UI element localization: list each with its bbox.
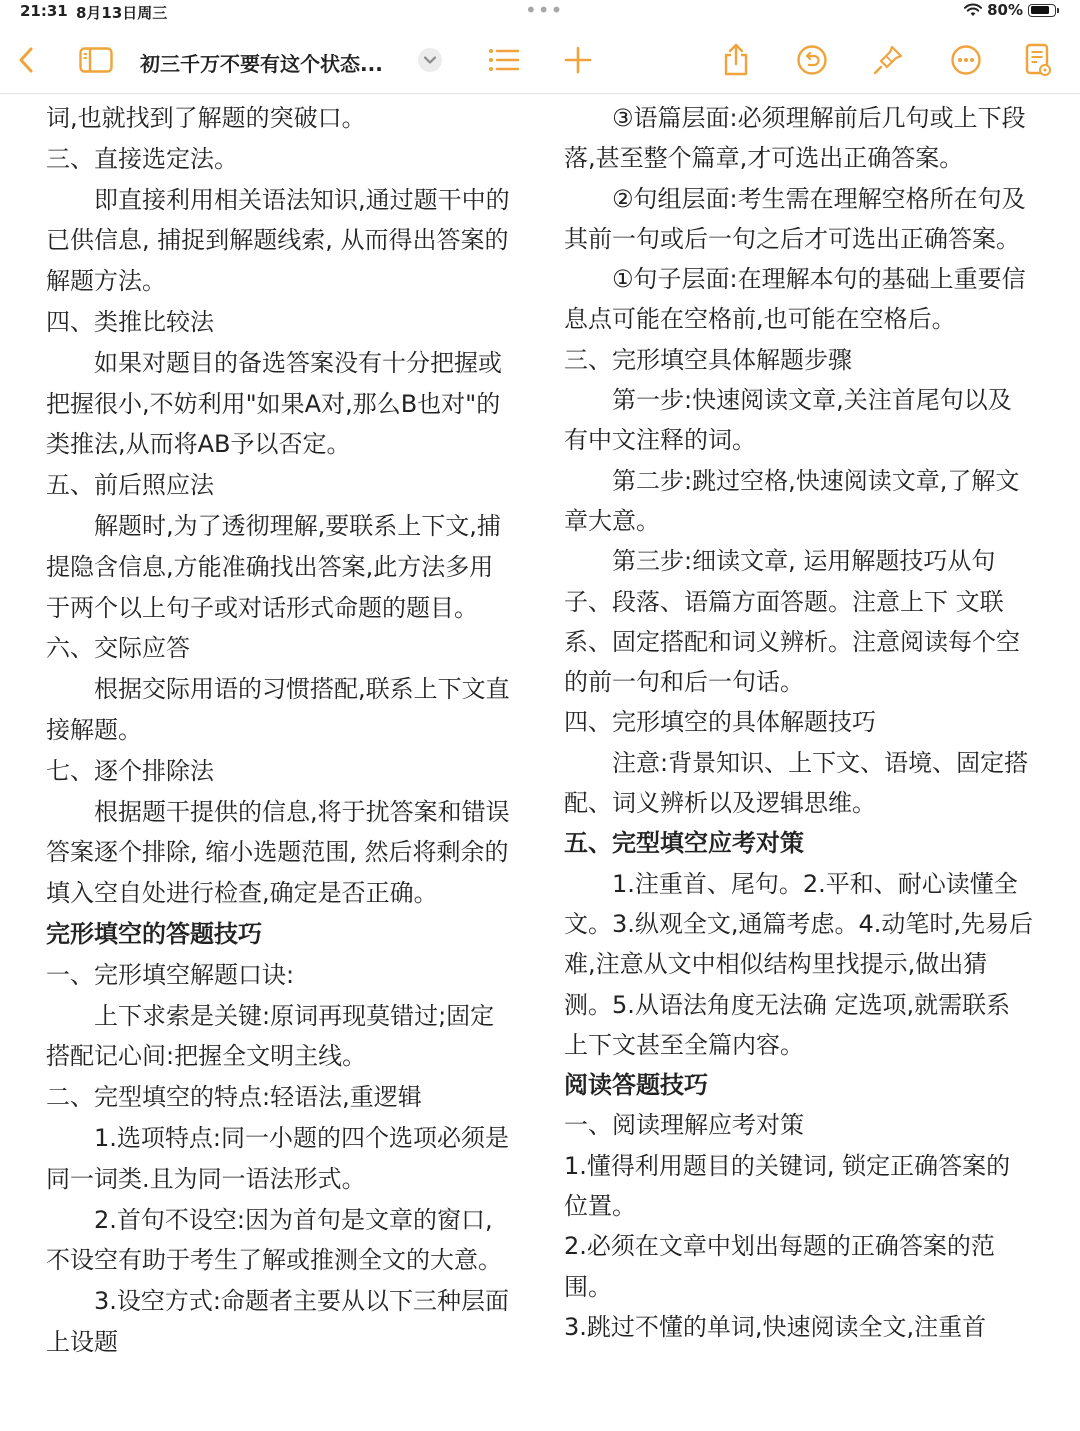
add-button[interactable] xyxy=(560,42,596,78)
doc-paragraph: 即直接利用相关语法知识,通过题干中的已供信息, 捕捉到解题线索, 从而得出答案的解题方法。 xyxy=(46,185,510,296)
list-button[interactable] xyxy=(486,42,522,78)
status-time: 21:31 xyxy=(20,2,68,20)
doc-heading: 一、阅读理解应考对策 xyxy=(564,1111,804,1140)
doc-heading: 七、逐个排除法 xyxy=(46,756,214,785)
doc-paragraph: 3.跳过不懂的单词,快速阅读全文,注重首 xyxy=(564,1312,987,1341)
document-title[interactable]: 初三千万不要有这个状态... xyxy=(140,52,383,76)
toolbar-divider xyxy=(0,93,1080,94)
doc-section-title: 五、完型填空应考对策 xyxy=(564,829,804,858)
doc-paragraph: 第二步:跳过空格,快速阅读文章,了解文章大意。 xyxy=(564,466,1020,535)
undo-icon xyxy=(796,44,828,76)
notes-icon xyxy=(1024,43,1052,77)
share-icon xyxy=(722,43,750,77)
back-button[interactable] xyxy=(8,42,44,78)
toolbar xyxy=(0,34,1080,88)
multitasking-dots[interactable]: ••• xyxy=(525,0,564,22)
battery-icon xyxy=(1028,4,1056,17)
doc-paragraph: ②句组层面:考生需在理解空格所在句及其前一句或后一句之后才可选出正确答案。 xyxy=(564,184,1026,253)
status-bar xyxy=(0,0,1080,26)
status-right xyxy=(964,1,1056,19)
doc-paragraph: 注意:背景知识、上下文、语境、固定搭配、词义辨析以及逻辑思维。 xyxy=(564,748,1029,818)
doc-paragraph: 2.首句不设空:因为首句是文章的窗口,不设空有助于考生了解或推测全文的大意。 xyxy=(46,1205,502,1275)
back-icon xyxy=(16,46,36,74)
doc-paragraph: 上下求索是关键:原词再现莫错过;固定搭配记心间:把握全文明主线。 xyxy=(46,1001,495,1071)
share-button[interactable] xyxy=(718,42,754,78)
status-date: 8月13日周三 xyxy=(76,4,168,22)
doc-paragraph: 1.懂得利用题目的关键词, 锁定正确答案的位置。 xyxy=(564,1151,1011,1221)
doc-paragraph: 解题时,为了透彻理解,要联系上下文,捕提隐含信息,方能准确找出答案,此方法多用于两个以上句子或对话形式命题的题目。 xyxy=(46,511,501,622)
more-button[interactable] xyxy=(948,42,984,78)
document-column-left xyxy=(46,98,516,1363)
doc-paragraph: 第三步:细读文章, 运用解题技巧从句子、段落、语篇方面答题。注意上下 文联系、固定搭配和词义辨析。注意阅读每个空的前一句和后一句话。 xyxy=(564,547,1020,697)
notes-button[interactable] xyxy=(1020,42,1056,78)
doc-paragraph: 根据交际用语的习惯搭配,联系上下文直接解题。 xyxy=(46,675,510,744)
more-icon xyxy=(950,44,982,76)
doc-heading: 六、交际应答 xyxy=(46,634,190,663)
document-column-right xyxy=(564,98,1034,1347)
title-menu-button[interactable] xyxy=(418,48,442,72)
undo-button[interactable] xyxy=(794,42,830,78)
doc-heading: 四、完形填空的具体解题技巧 xyxy=(564,708,876,737)
doc-paragraph: ①句子层面:在理解本句的基础上重要信息点可能在空格前,也可能在空格后。 xyxy=(564,265,1026,334)
doc-heading: 三、直接选定法。 xyxy=(46,144,238,173)
list-icon xyxy=(488,47,520,73)
doc-heading: 二、完型填空的特点:轻语法,重逻辑 xyxy=(46,1083,422,1112)
markup-icon xyxy=(872,44,904,76)
doc-paragraph: 词,也就找到了解题的突破口。 xyxy=(46,104,366,132)
doc-paragraph: ③语篇层面:必须理解前后几句或上下段落,甚至整个篇章,才可选出正确答案。 xyxy=(564,104,1026,173)
battery-percent: 80% xyxy=(987,1,1023,19)
doc-heading: 四、类推比较法 xyxy=(46,307,214,336)
doc-paragraph: 1.选项特点:同一小题的四个选项必须是同一词类.且为同一语法形式。 xyxy=(46,1123,509,1193)
doc-paragraph: 1.注重首、尾句。2.平和、耐心读懂全文。3.纵观全文,通篇考虑。4.动笔时,先易后难,注意从文中相似结构里找提示,做出猜测。5.从语法角度无法确 定选项,就需联系上下文甚至全篇内容。 xyxy=(564,869,1034,1059)
doc-heading: 三、完形填空具体解题步骤 xyxy=(564,345,852,374)
chevron-down-icon xyxy=(423,55,437,65)
doc-section-title: 阅读答题技巧 xyxy=(564,1071,708,1100)
wifi-icon xyxy=(964,3,982,17)
doc-heading: 一、完形填空解题口诀: xyxy=(46,960,295,989)
doc-paragraph: 3.设空方式:命题者主要从以下三种层面上设题 xyxy=(46,1287,509,1356)
add-icon xyxy=(564,46,592,74)
sidebar-icon xyxy=(79,47,113,73)
sidebar-button[interactable] xyxy=(78,42,114,78)
doc-paragraph: 如果对题目的备选答案没有十分把握或把握很小,不妨利用"如果A对,那么B也对"的类推法,从而将AB予以否定。 xyxy=(46,348,502,459)
doc-paragraph: 根据题干提供的信息,将于扰答案和错误答案逐个排除, 缩小选题范围, 然后将剩余的填入空自处进行检查,确定是否正确。 xyxy=(46,797,510,908)
markup-button[interactable] xyxy=(870,42,906,78)
doc-heading: 五、前后照应法 xyxy=(46,471,214,500)
doc-section-title: 完形填空的答题技巧 xyxy=(46,919,262,948)
doc-paragraph: 第一步:快速阅读文章,关注首尾句以及有中文注释的词。 xyxy=(564,386,1012,455)
doc-paragraph: 2.必须在文章中划出每题的正确答案的范围。 xyxy=(564,1232,995,1301)
